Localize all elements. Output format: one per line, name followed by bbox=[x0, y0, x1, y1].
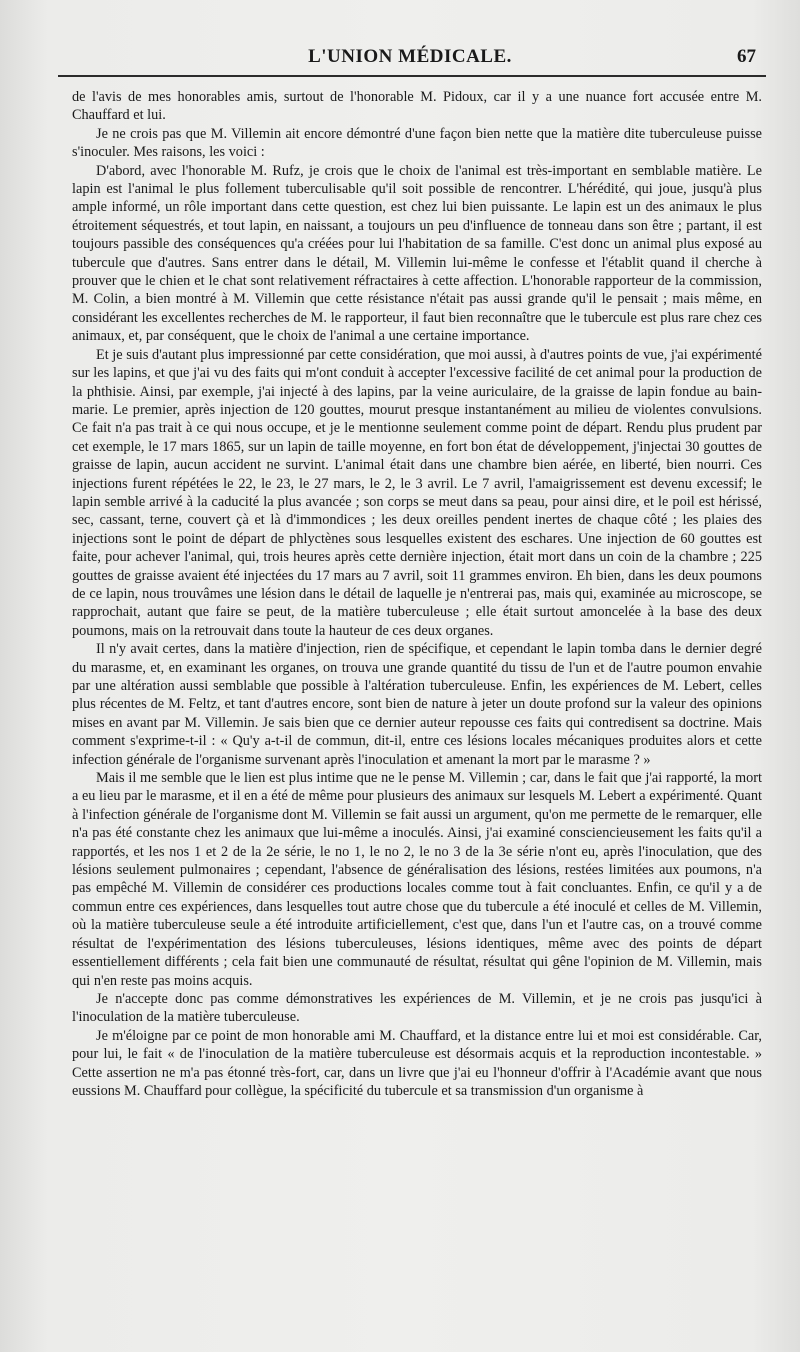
paragraph-3: D'abord, avec l'honorable M. Rufz, je crois que le choix de l'animal est très-important en semblable matière. Le lapin est l'animal le plus follement tuberculisable qu'il soit possible de rencontrer. L'hérédité, qui joue, jusqu'à plus ample informé, un rôle important dans cette question, est chez lui bien puissante. Le lapin est un des animaux le plus étroitement séquestrés, et tout lapin, en naissant, a toujours un peu d'influence de tonneau dans son être ; partant, il est toujours passible des conséquences qu'a créées pour lui l'habitation de sa famille. C'est donc un animal plus exposé au tubercule que d'autres. Sans entrer dans le détail, M. Villemin lui-même le confesse et l'établit quand il cherche à prouver que le chien et le chat sont relativement réfractaires à cette affection. L'honorable rapporteur de la commission, M. Colin, a bien montré à M. Villemin que cette résistance n'était pas aussi grande qu'il le pensait ; mais même, en considérant les excellentes recherches de M. le rapporteur, il faut bien reconnaître que le tubercule est plus rare chez ces animaux, et, par conséquent, que le choix de l'animal a une certaine importance. bbox=[72, 162, 762, 345]
body-text bbox=[72, 88, 762, 1100]
header-rule bbox=[58, 75, 766, 77]
paragraph-5: Il n'y avait certes, dans la matière d'injection, rien de spécifique, et cependant le lapin tomba dans le dernier degré du marasme, et, en examinant les organes, on trouva une grande quantité du tissu de l'un et de l'autre poumon envahie par une altération aussi semblable que possible à l'altération tuberculeuse. Enfin, les expériences de M. Lebert, celles plus récentes de M. Feltz, et tant d'autres encore, sont bien de nature à jeter un doute profond sur la valeur des opinions mises en avant par M. Villemin. Je sais bien que ce dernier auteur repousse ces faits qui contredisent sa doctrine. Mais comment s'exprime-t-il : « Qu'y a-t-il de commun, dit-il, entre ces lésions locales mécaniques produites alors et cette infection générale de l'organisme survenant après l'inoculation et amenant la mort par le marasme ? » bbox=[72, 641, 762, 768]
paragraph-6: Mais il me semble que le lien est plus intime que ne le pense M. Villemin ; car, dans le fait que j'ai rapporté, la mort a eu lieu par le marasme, et il en a été de même pour plusieurs des animaux sur lesquels M. Lebert a expérimenté. Quant à l'infection générale de l'organisme dont M. Villemin se fait aussi un argument, qu'on me permette de le remarquer, elle n'a pas été constante chez les animaux que lui-même a inoculés. Ainsi, j'ai examiné consciencieusement les faits qu'il a rapportés, et les nos 1 et 2 de la 2e série, le no 1, le no 2, le no 3 de la 3e série n'ont eu, après l'inoculation, que des lésions seulement pulmonaires ; cependant, l'absence de généralisation des lésions, restées limitées aux poumons, n'a pas empêché M. Villemin de considérer ces productions locales comme tout à fait concluantes. Enfin, ce qu'il y a de commun entre ces expériences, dans lesquelles tout autre chose que du tubercule a été inoculé et celles de M. Villemin, où la matière tuberculeuse seule a été introduite artificiellement, c'est que, dans l'un et l'autre cas, on a trouvé comme résultat de l'expérimentation des lésions tuberculeuses, lésions identiques, même avec des points de départ essentiellement différents ; cela fait bien une communauté de résultat, résultat qui gêne l'opinion de M. Villemin, mais qui n'en reste pas moins acquis. bbox=[72, 770, 762, 989]
page-header bbox=[60, 42, 760, 70]
running-title: L'UNION MÉDICALE. bbox=[308, 46, 512, 67]
paragraph-4: Et je suis d'autant plus impressionné par cette considération, que moi aussi, à d'autres points de vue, j'ai expérimenté sur les lapins, et que j'ai vu des faits qui m'ont conduit à accepter l'excessive facilité de cet animal pour la production de la phthisie. Ainsi, par exemple, j'ai injecté à des lapins, par la veine auriculaire, de la graisse de lapin fondue au bain-marie. Le premier, après injection de 120 gouttes, mourut presque instantanément au milieu de violentes convulsions. Ce fait n'a pas trait à ce qui nous occupe, et je le mentionne seulement comme point de départ. Rendu plus prudent par cet exemple, le 17 mars 1865, sur un lapin de taille moyenne, en fort bon état de développement, j'injectai 30 gouttes de graisse de lapin, aucun accident ne survint. L'animal était dans une chambre bien aérée, en liberté, bien nourri. Ces injections furent répétées le 22, le 23, le 27 mars, le 2, le 3 avril. Le 7 avril, l'amaigrissement est devenu excessif; le lapin semble arrivé à la caducité la plus avancée ; son corps se meut dans sa peau, pour ainsi dire, et le poil est hérissé, sec, cassant, terne, couvert çà et là d'immondices ; les deux oreilles pendent inertes de chaque côté ; les plaies des injections sont le point de départ de phlyctènes sous lesquelles existent des eschares. Une injection de 60 gouttes est faite, pour achever l'animal, qui, trois heures après cette dernière injection, était mort dans un coin de la chambre ; 225 gouttes de graisse avaient été injectées du 17 mars au 7 avril, soit 11 grammes environ. Eh bien, dans les deux poumons de ce lapin, nous trouvâmes une lésion dans le détail de laquelle je n'entrerai pas, mais qui, examinée au microscope, se rapprochait, autant que faire se peut, de la matière tuberculeuse ; elle était surtout amoncelée à la base des deux poumons, mais on la retrouvait dans toute la hauteur de ces deux organes. bbox=[72, 346, 762, 639]
paragraph-2: Je ne crois pas que M. Villemin ait encore démontré d'une façon bien nette que la matière dite tuberculeuse puisse s'inoculer. Mes raisons, les voici : bbox=[72, 125, 762, 161]
page-number: 67 bbox=[737, 46, 756, 67]
paragraph-8: Je m'éloigne par ce point de mon honorable ami M. Chauffard, et la distance entre lui et moi est considérable. Car, pour lui, le fait « de l'inoculation de la matière tuberculeuse est désormais acquis et la reproduction incontestable. » Cette assertion ne m'a pas étonné très-fort, car, dans un livre que j'ai eu l'honneur d'offrir à l'Académie avant que nous eussions M. Chauffard pour collègue, la spécificité du tubercule et sa transmission d'un organisme à bbox=[72, 1027, 762, 1099]
paragraph-1: de l'avis de mes honorables amis, surtout de l'honorable M. Pidoux, car il y a une nuance fort accusée entre M. Chauffard et lui. bbox=[72, 89, 762, 124]
paragraph-7: Je n'accepte donc pas comme démonstratives les expériences de M. Villemin, et je ne crois pas jusqu'ici à l'inoculation de la matière tuberculeuse. bbox=[72, 990, 762, 1026]
